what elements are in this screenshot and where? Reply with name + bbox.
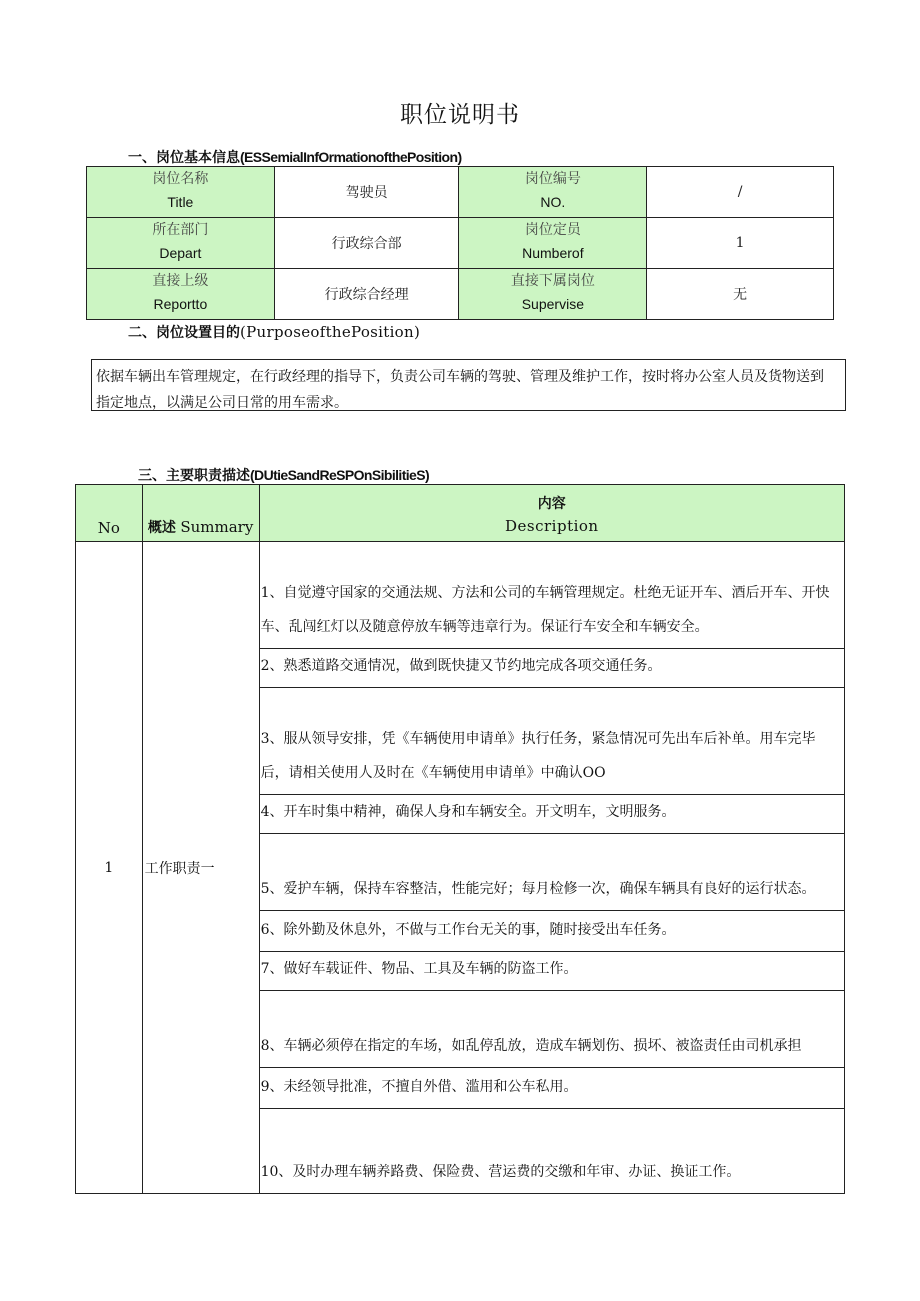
duty-row: [76, 542, 845, 649]
label-zh: 所在部门: [152, 221, 209, 238]
duty-item: 5、爱护车辆，保持车容整洁，性能完好；每月检修一次，确保车辆具有良好的运行状态。: [259, 834, 844, 911]
duties-table: [75, 484, 845, 1194]
label-cell: [459, 218, 647, 269]
label-zh: 岗位名称: [152, 170, 209, 187]
purpose-text: 依据车辆出车管理规定，在行政经理的指导下，负责公司车辆的驾驶、管理及维护工作，按时将办公室人员及货物送到指定地点，以满足公司日常的用车需求。: [91, 359, 846, 411]
section-heading-purpose: [128, 322, 420, 342]
label-zh: 直接上级: [152, 272, 209, 289]
header-summary-zh: 概述: [147, 520, 176, 536]
label-en: NO.: [540, 193, 566, 210]
section-heading-prefix: 二、岗位设置目的: [128, 325, 240, 341]
section-heading-english: (DUtieSandReSPOnSibilitieS): [250, 467, 430, 483]
value-cell: 驾驶员: [274, 167, 459, 218]
duty-item: 10、及时办理车辆养路费、保险费、营运费的交缴和年审、办证、换证工作。: [259, 1109, 844, 1194]
duty-item: 4、开车时集中精神，确保人身和车辆安全。开文明车，文明服务。: [259, 795, 844, 834]
label-cell: [87, 218, 275, 269]
label-en: Depart: [159, 244, 202, 261]
section-heading-prefix: 三、主要职责描述: [138, 468, 250, 484]
value-cell: /: [647, 167, 834, 218]
duties-header-row: [76, 485, 845, 542]
section-heading-duties: [138, 465, 429, 485]
header-no: No: [76, 485, 143, 542]
label-en: Supervise: [521, 295, 584, 312]
label-cell: [87, 167, 275, 218]
header-content-zh: 内容: [537, 496, 566, 512]
value-cell: 行政综合经理: [274, 269, 459, 320]
label-cell: [87, 269, 275, 320]
label-zh: 岗位编号: [524, 170, 581, 187]
label-en: Title: [167, 193, 194, 210]
duty-item: 1、自觉遵守国家的交通法规、方法和公司的车辆管理规定。杜绝无证开车、酒后开车、开快车、乱闯红灯以及随意停放车辆等违章行为。保证行车安全和车辆安全。: [259, 542, 844, 649]
duty-item: 8、车辆必须停在指定的车场，如乱停乱放，造成车辆划伤、损坏、被盗责任由司机承担: [259, 991, 844, 1068]
duty-item: 3、服从领导安排，凭《车辆使用申请单》执行任务，紧急情况可先出车后补单。用车完毕后，请相关使用人及时在《车辆使用申请单》中确认OO: [259, 688, 844, 795]
label-en: Reportto: [153, 295, 208, 312]
value-cell: 1: [647, 218, 834, 269]
section-heading-english: (PurposeofthePosition): [240, 323, 421, 341]
section-heading-prefix: 一、岗位基本信息: [128, 150, 240, 166]
section-heading-english: (ESSemialInfOrmationofthePosition): [240, 149, 462, 165]
label-en: Numberof: [522, 244, 584, 261]
label-cell: [459, 167, 647, 218]
label-zh: 岗位定员: [524, 221, 581, 238]
duty-item: 9、未经领导批准，不擅自外借、滥用和公车私用。: [259, 1068, 844, 1109]
basic-info-row: [87, 218, 834, 269]
duty-item: 2、熟悉道路交通情况，做到既快捷又节约地完成各项交通任务。: [259, 649, 844, 688]
row-summary: 工作职责一: [142, 542, 259, 1194]
label-cell: [459, 269, 647, 320]
header-summary: [142, 485, 259, 542]
document-title: 职位说明书: [400, 102, 520, 128]
value-cell: 行政综合部: [274, 218, 459, 269]
header-summary-en: Summary: [180, 518, 254, 536]
row-number: 1: [76, 542, 143, 1194]
basic-info-row: [87, 167, 834, 218]
header-content: [259, 485, 844, 542]
label-zh: 直接下属岗位: [510, 272, 595, 289]
basic-info-row: [87, 269, 834, 320]
duty-item: 7、做好车载证件、物品、工具及车辆的防盗工作。: [259, 952, 844, 991]
section-heading-basic-info: [128, 147, 462, 167]
duty-item: 6、除外勤及休息外，不做与工作台无关的事，随时接受出车任务。: [259, 911, 844, 952]
value-cell: 无: [647, 269, 834, 320]
basic-info-table: [86, 166, 834, 320]
header-content-en: Description: [505, 517, 599, 535]
